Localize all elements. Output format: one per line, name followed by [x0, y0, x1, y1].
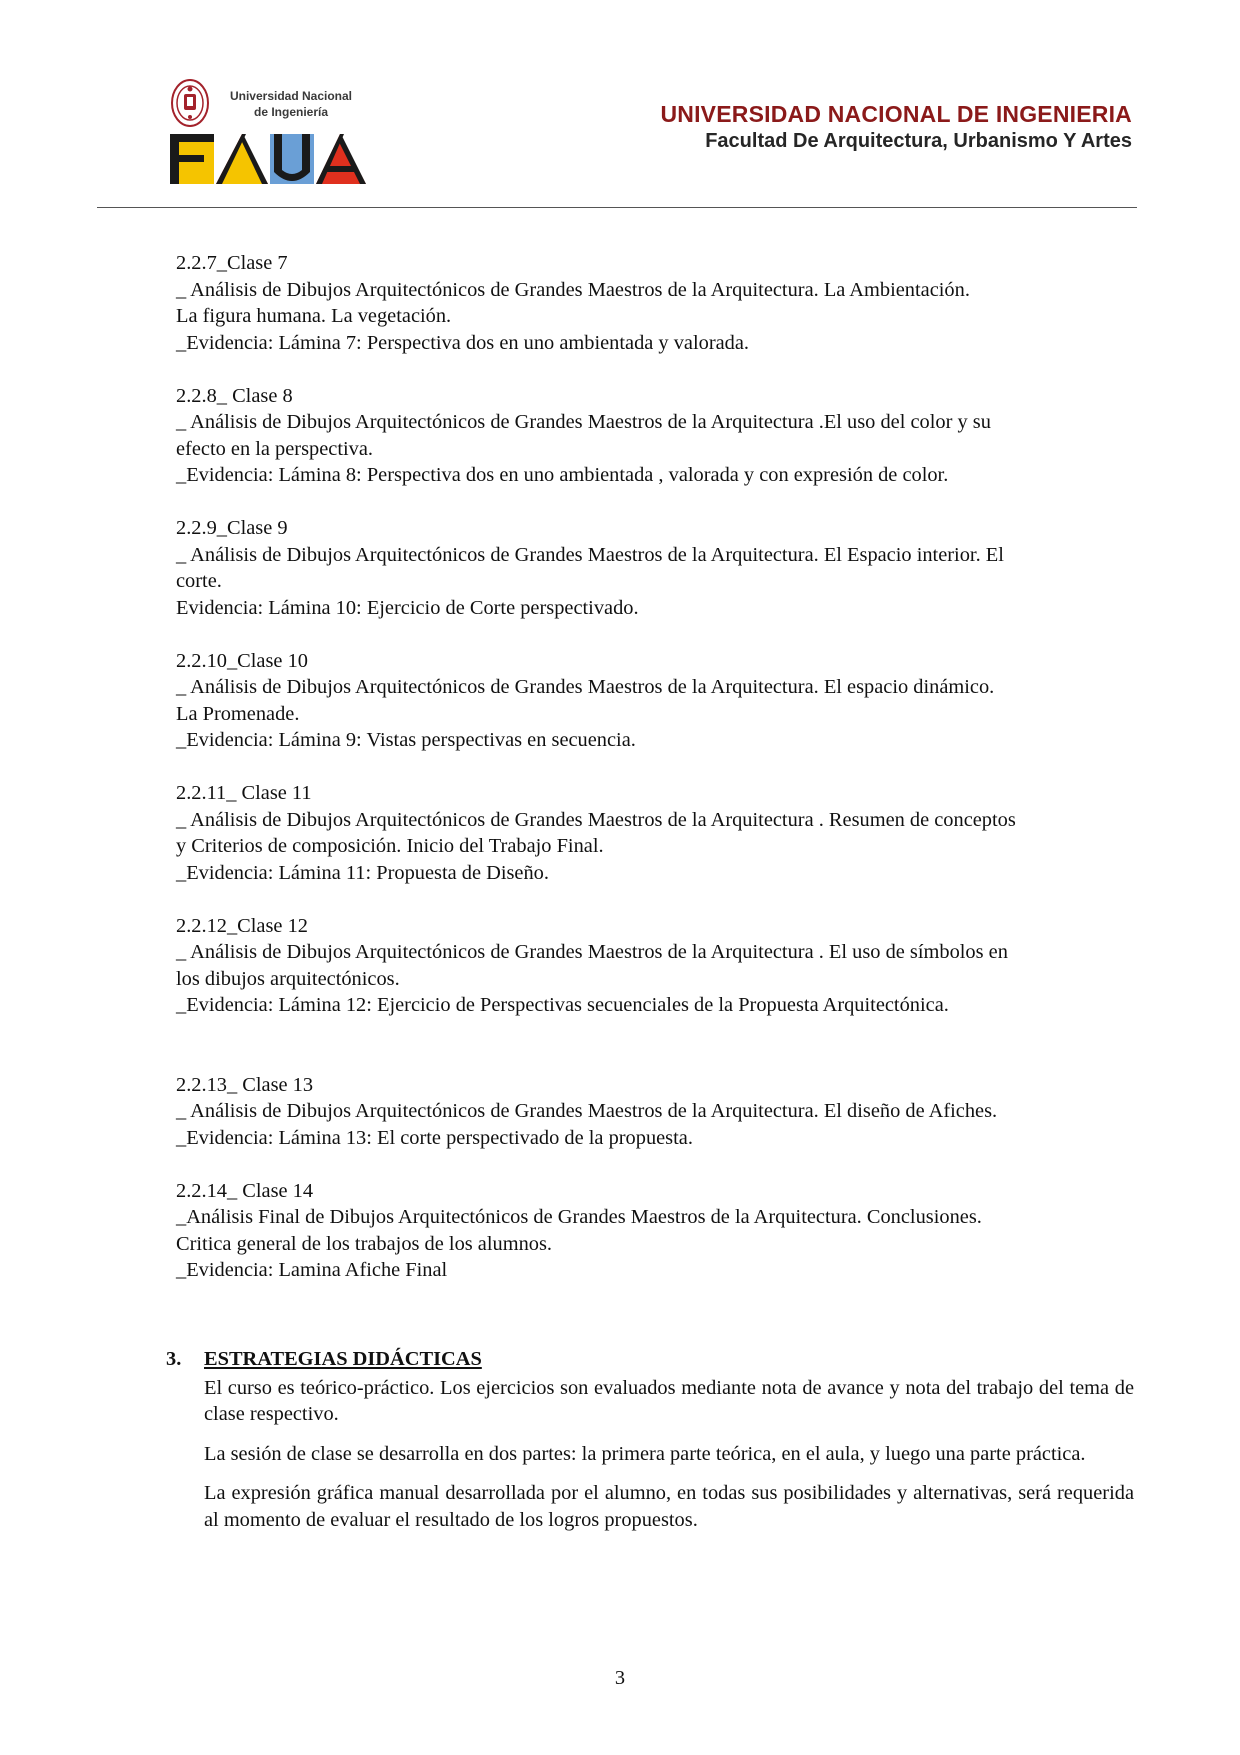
clase-evidence: Evidencia: Lámina 10: Ejercicio de Corte perspectivado.	[176, 596, 639, 619]
clase-heading: 2.2.8_ Clase 8	[176, 384, 293, 407]
header-subtitle: Facultad De Arquitectura, Urbanismo Y Artes	[705, 130, 1132, 152]
clase-heading: 2.2.11_ Clase 11	[176, 782, 312, 804]
clase-line: _ Análisis de Dibujos Arquitectónicos de Grandes Maestros de la Arquitectura . Resumen de conceptos	[176, 808, 1016, 831]
clase-evidence: _Evidencia: Lámina 11: Propuesta de Diseño.	[176, 861, 549, 884]
clase-heading: 2.2.12_Clase 12	[176, 914, 308, 937]
clase-heading: 2.2.13_ Clase 13	[176, 1073, 314, 1096]
university-seal-icon	[170, 78, 210, 128]
header-institution	[660, 100, 1132, 154]
clase-line: _ Análisis de Dibujos Arquitectónicos de Grandes Maestros de la Arquitectura .El uso del color y su	[176, 411, 991, 433]
clase-line: La Promenade.	[176, 702, 300, 725]
clase-evidence: _Evidencia: Lámina 12: Ejercicio de Perspectivas secuenciales de la Propuesta Arquitectónica.	[176, 994, 949, 1016]
clase-7	[176, 250, 1134, 356]
clase-heading: 2.2.14_ Clase 14	[176, 1179, 314, 1202]
clase-evidence: _Evidencia: Lámina 8: Perspectiva dos en uno ambientada , valorada y con expresión de color.	[176, 464, 949, 486]
clase-evidence: _Evidencia: Lámina 13: El corte perspectivado de la propuesta.	[176, 1126, 693, 1149]
logo-text-line2: de Ingeniería	[253, 105, 329, 119]
clase-heading: 2.2.7_Clase 7	[176, 252, 288, 274]
university-logo	[170, 78, 366, 184]
logo-text-line1: Universidad Nacional	[229, 89, 353, 103]
header-divider	[97, 207, 1137, 208]
section-heading	[166, 1346, 1134, 1373]
clase-line: _ Análisis de Dibujos Arquitectónicos de Grandes Maestros de la Arquitectura. El diseño de Afiches.	[176, 1100, 998, 1122]
header-title: UNIVERSIDAD NACIONAL DE INGENIERIA	[660, 101, 1132, 127]
clase-line: efecto en la perspectiva.	[176, 437, 373, 460]
clase-9	[176, 515, 1134, 621]
clase-line: _ Análisis de Dibujos Arquitectónicos de Grandes Maestros de la Arquitectura. La Ambientación.	[176, 278, 970, 301]
section-paragraph: El curso es teórico-práctico. Los ejercicios son evaluados mediante nota de avance y nota del trabajo del tema de clase respectivo.	[204, 1376, 1134, 1425]
university-logo-text	[216, 88, 366, 120]
clase-line: los dibujos arquitectónicos.	[176, 967, 400, 990]
clase-line: y Criterios de composición. Inicio del Trabajo Final.	[176, 835, 604, 857]
clases-list	[176, 250, 1134, 1310]
section-body	[204, 1375, 1134, 1534]
clase-8	[176, 383, 1134, 489]
clase-line: La figura humana. La vegetación.	[176, 305, 452, 327]
clase-line: _ Análisis de Dibujos Arquitectónicos de Grandes Maestros de la Arquitectura . El uso de símbolos en	[176, 941, 1008, 963]
section-paragraph: La expresión gráfica manual desarrollada por el alumno, en todas sus posibilidades y alternativas, será requerida al momento de evaluar el resultado de los logros propuestos.	[204, 1482, 1134, 1531]
faua-logo	[170, 134, 366, 184]
clase-12	[176, 913, 1134, 1019]
clase-line: _ Análisis de Dibujos Arquitectónicos de Grandes Maestros de la Arquitectura. El Espacio interior. El	[176, 543, 1004, 566]
clase-line: corte.	[176, 570, 222, 592]
clase-evidence: _Evidencia: Lamina Afiche Final	[176, 1259, 448, 1281]
section-estrategias	[166, 1346, 1134, 1546]
page-number: 3	[614, 1667, 626, 1689]
clase-evidence: _Evidencia: Lámina 9: Vistas perspectivas en secuencia.	[176, 729, 636, 751]
section-title: ESTRATEGIAS DIDÁCTICAS	[204, 1348, 482, 1370]
section-number: 3.	[166, 1348, 182, 1370]
clase-13	[176, 1072, 1134, 1152]
clase-heading: 2.2.10_Clase 10	[176, 649, 308, 672]
clase-heading: 2.2.9_Clase 9	[176, 517, 288, 539]
clase-line: Critica general de los trabajos de los alumnos.	[176, 1232, 552, 1255]
clase-line: _Análisis Final de Dibujos Arquitectónicos de Grandes Maestros de la Arquitectura. Conclusiones.	[176, 1206, 982, 1228]
clase-11	[176, 780, 1134, 886]
clase-line: _ Análisis de Dibujos Arquitectónicos de Grandes Maestros de la Arquitectura. El espacio dinámico.	[176, 676, 995, 698]
clase-evidence: _Evidencia: Lámina 7: Perspectiva dos en uno ambientada y valorada.	[176, 331, 750, 354]
clase-10	[176, 648, 1134, 754]
clase-14	[176, 1178, 1134, 1284]
section-paragraph: La sesión de clase se desarrolla en dos partes: la primera parte teórica, en el aula, y luego una parte práctica.	[204, 1442, 1086, 1465]
